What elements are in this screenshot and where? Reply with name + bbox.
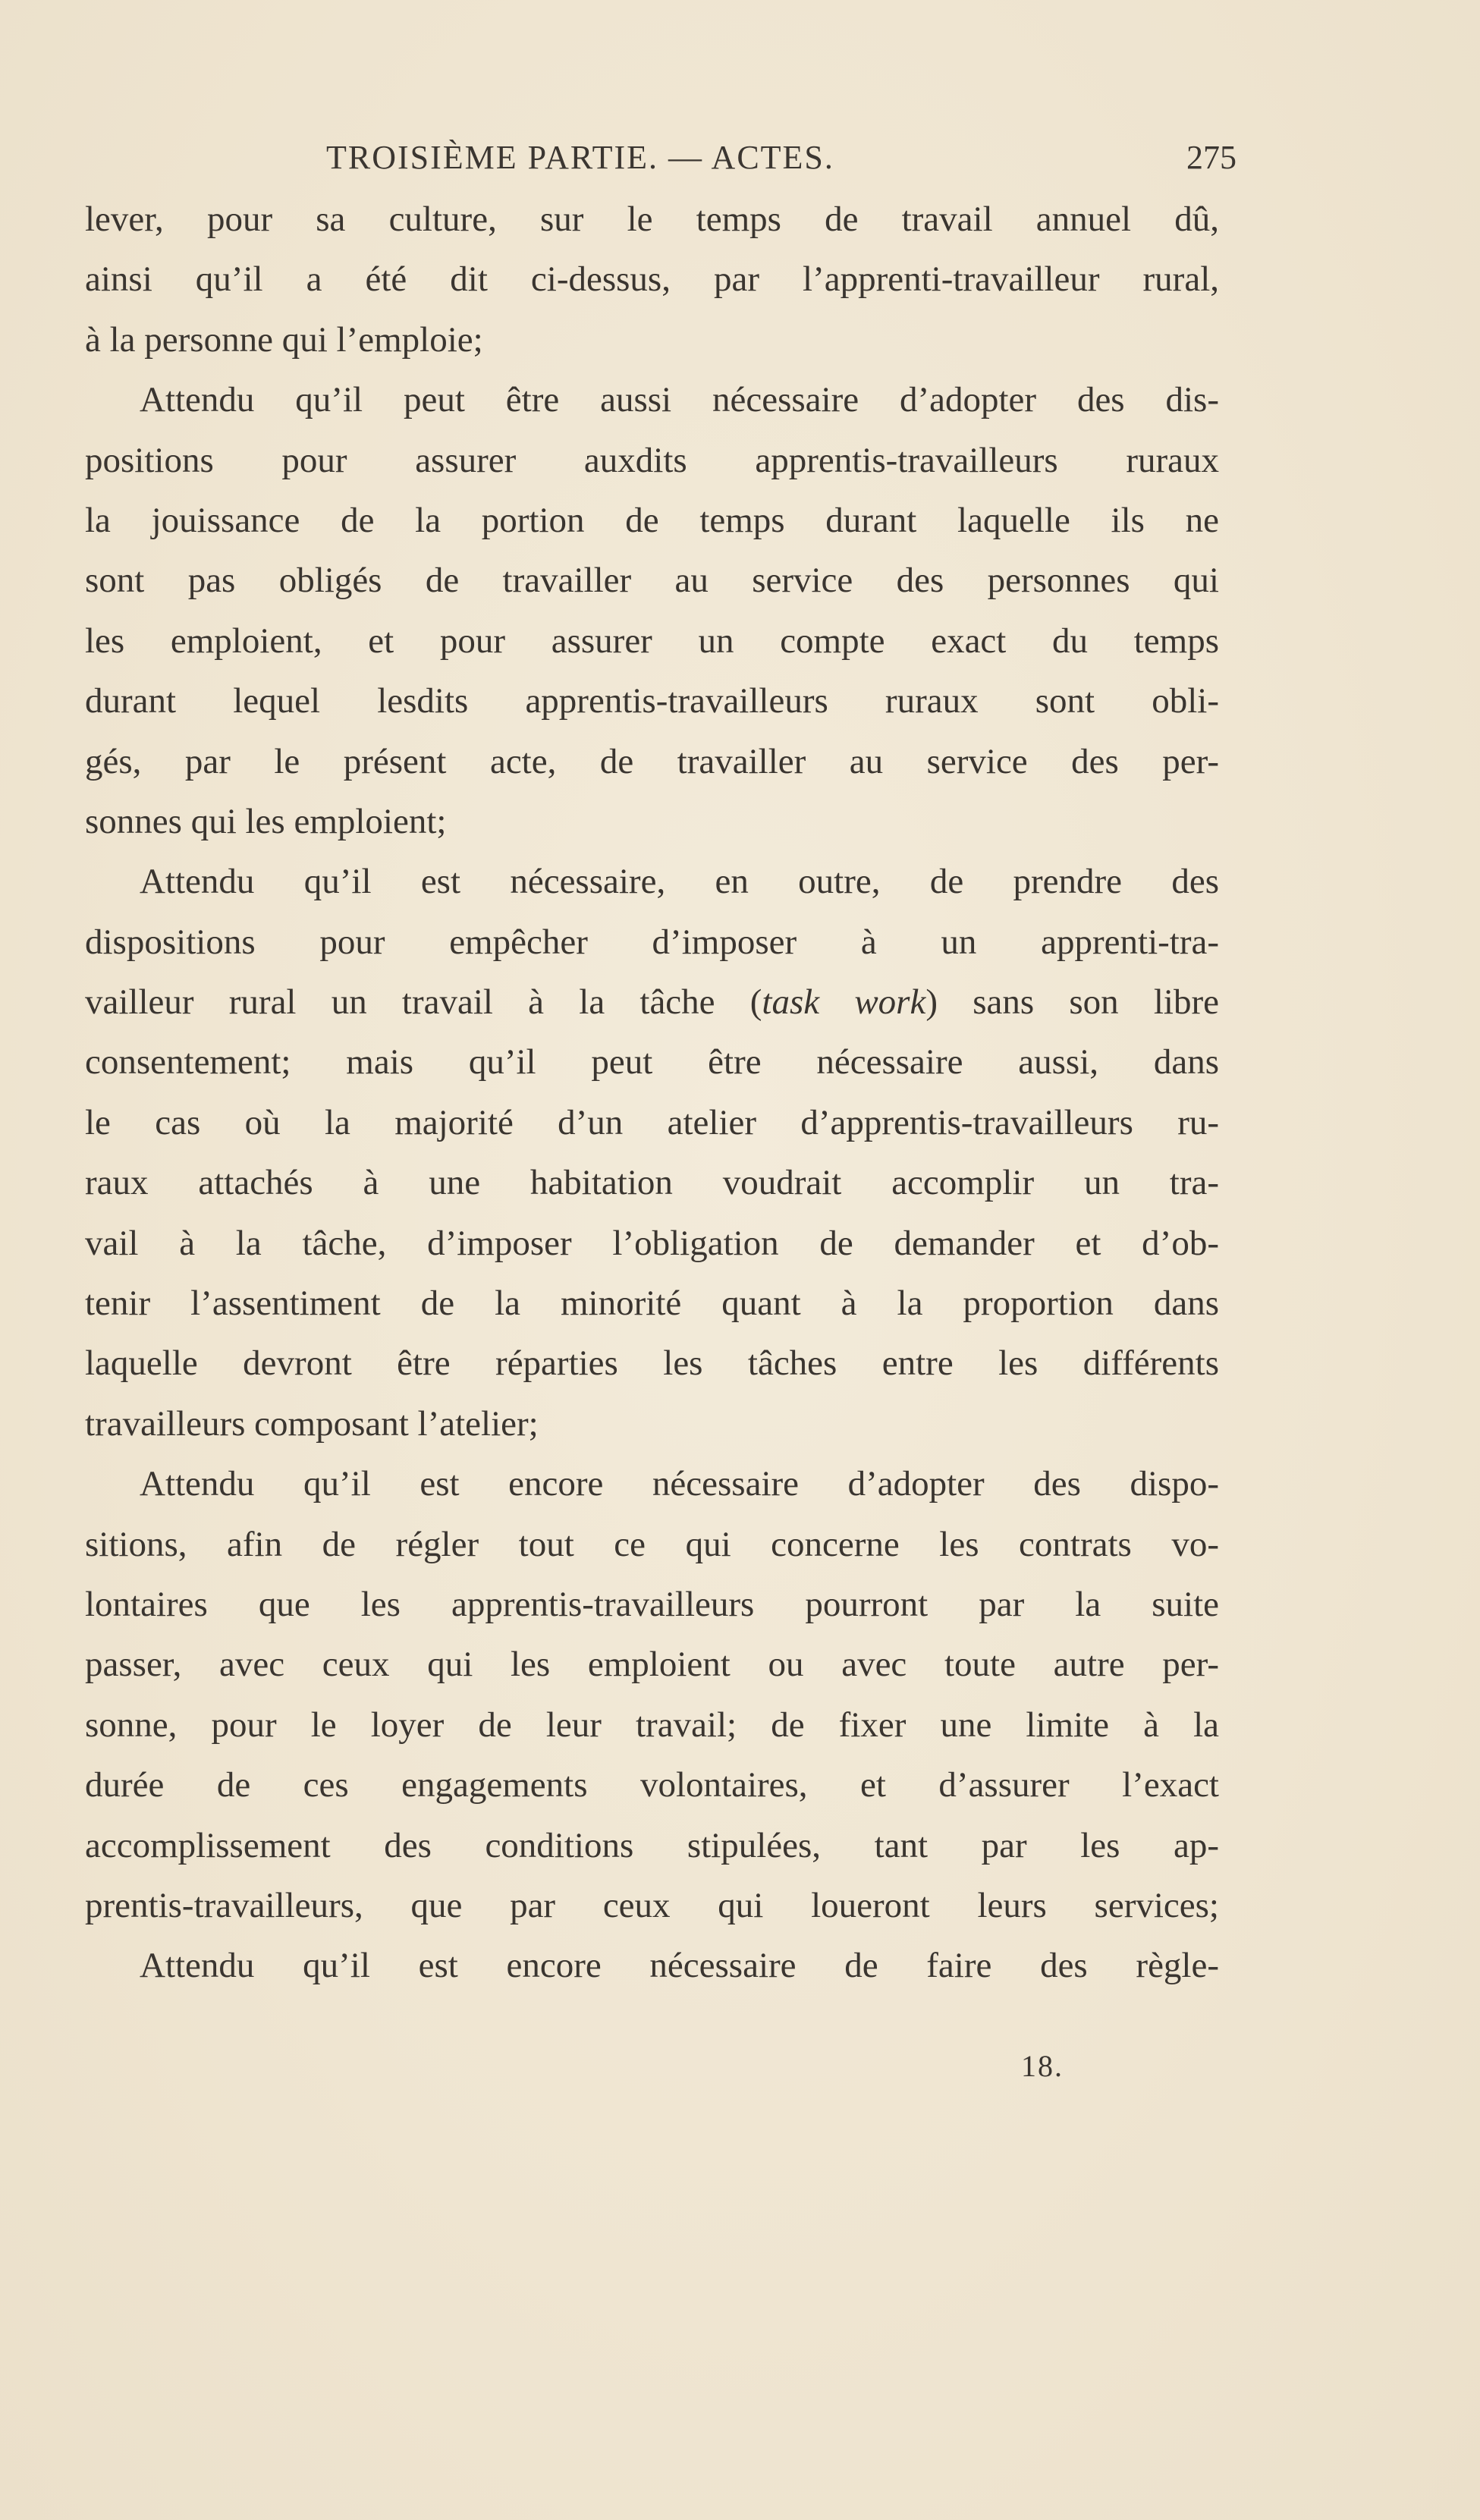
- text-line: la jouissance de la portion de temps durant laquelle ils ne: [85, 500, 1219, 540]
- text-line: travailleurs composant l’atelier;: [85, 1403, 539, 1444]
- text-line: gés, par le présent acte, de travailler au service des per-: [85, 741, 1219, 781]
- text-line: lever, pour sa culture, sur le temps de travail annuel dû,: [85, 200, 1219, 239]
- text-line: sont pas obligés de travailler au service des personnes qui: [85, 561, 1219, 601]
- text-line: ainsi qu’il a été dit ci-dessus, par l’apprenti-travailleur rural,: [85, 259, 1219, 300]
- text-line: prentis-travailleurs, que par ceux qui loueront leurs services;: [85, 1885, 1219, 1925]
- text-line: sitions, afin de régler tout ce qui concerne les contrats vo-: [85, 1524, 1219, 1564]
- text-segment: vailleur rural un travail à la tâche (: [85, 982, 762, 1023]
- text-line: laquelle devront être réparties les tâches entre les différents: [85, 1343, 1219, 1384]
- text-segment: ) sans son libre: [925, 982, 1220, 1023]
- signature-mark: 18.: [1021, 2049, 1064, 2083]
- text-line: lontaires que les apprentis-travailleurs pourront par la suite: [85, 1584, 1219, 1624]
- text-line: passer, avec ceux qui les emploient ou avec toute autre per-: [85, 1645, 1219, 1685]
- text-line: sonnes qui les emploient;: [85, 801, 447, 841]
- text-line: vail à la tâche, d’imposer l’obligation de demander et d’ob-: [85, 1223, 1219, 1263]
- text-line: Attendu qu’il est nécessaire, en outre, de prendre des: [140, 862, 1219, 902]
- text-line: consentement; mais qu’il peut être nécessaire aussi, dans: [85, 1042, 1219, 1082]
- body-text: [85, 190, 1219, 1997]
- text-line: les emploient, et pour assurer un compte exact du temps: [85, 621, 1219, 661]
- running-head: TROISIÈME PARTIE. — ACTES.: [326, 139, 834, 176]
- text-line: le cas où la majorité d’un atelier d’apprentis-travailleurs ru-: [85, 1102, 1219, 1142]
- italic-term: task work: [762, 982, 926, 1023]
- text-line: Attendu qu’il est encore nécessaire d’adopter des dispo-: [140, 1464, 1219, 1504]
- text-line: Attendu qu’il peut être aussi nécessaire d’adopter des dis-: [140, 380, 1219, 420]
- text-line-with-italic: [85, 972, 1219, 1032]
- text-line: sonne, pour le loyer de leur travail; de fixer une limite à la: [85, 1705, 1219, 1745]
- text-line: durant lequel lesdits apprentis-travailleurs ruraux sont obli-: [85, 681, 1219, 721]
- text-line: Attendu qu’il est encore nécessaire de faire des règle-: [140, 1946, 1219, 1986]
- text-line: raux attachés à une habitation voudrait accomplir un tra-: [85, 1163, 1219, 1203]
- text-line: dispositions pour empêcher d’imposer à un apprenti-tra-: [85, 922, 1219, 962]
- text-line: positions pour assurer auxdits apprentis-travailleurs ruraux: [85, 440, 1219, 480]
- page-header: [326, 138, 1236, 191]
- text-line: à la personne qui l’emploie;: [85, 319, 483, 360]
- text-line: tenir l’assentiment de la minorité quant à la proportion dans: [85, 1284, 1219, 1324]
- text-line: durée de ces engagements volontaires, et d’assurer l’exact: [85, 1765, 1219, 1805]
- page-number: 275: [1186, 139, 1236, 176]
- text-line: accomplissement des conditions stipulées, tant par les ap-: [85, 1825, 1219, 1865]
